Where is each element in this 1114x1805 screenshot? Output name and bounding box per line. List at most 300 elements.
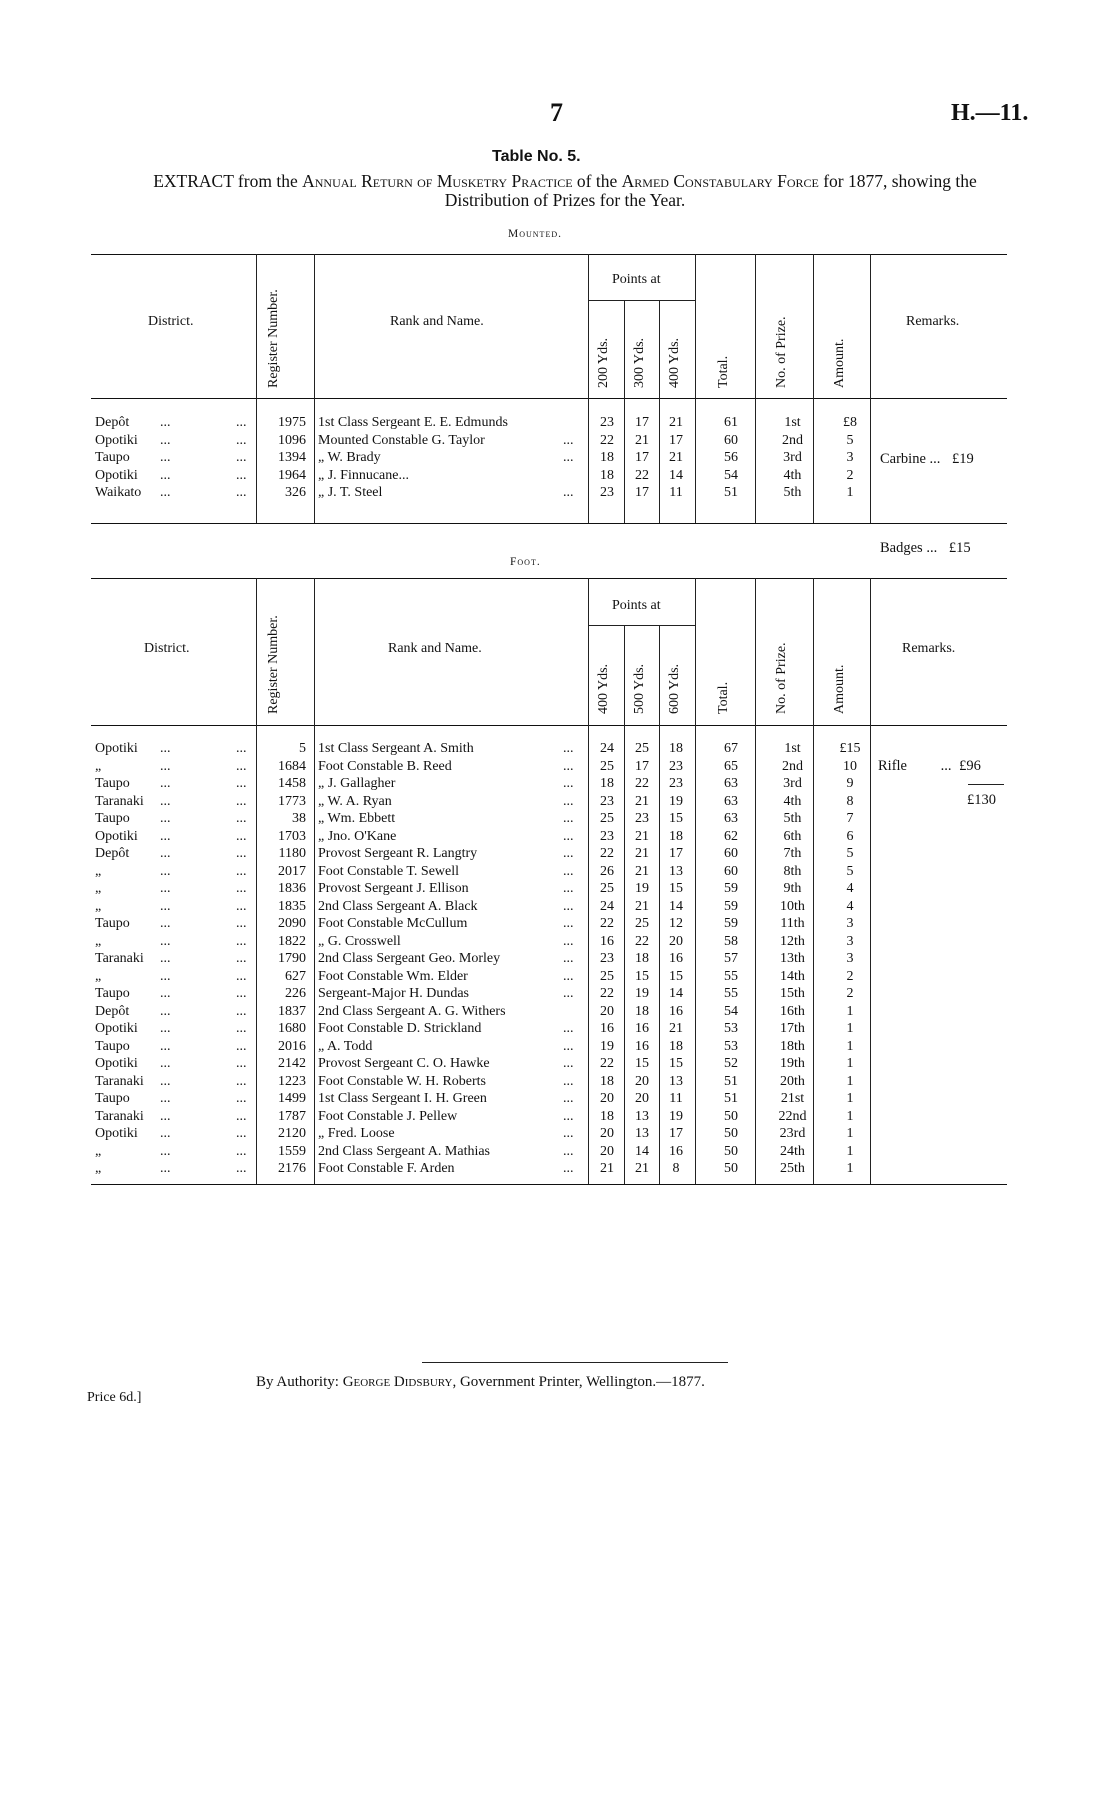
points-range-1-cell: 20 <box>600 1143 614 1159</box>
name-leader-dots: ... <box>563 1108 574 1124</box>
district-cell: Taranaki <box>95 1073 144 1089</box>
name-leader-dots: ... <box>563 968 574 984</box>
points-range-2-cell: 18 <box>635 951 649 966</box>
prize-number-cell: 3rd <box>783 776 802 791</box>
col-divider <box>314 254 315 523</box>
rank-name-cell: Foot Constable McCullum <box>318 916 468 931</box>
points-range-2-cell: 20 <box>635 1073 649 1089</box>
points-range-3-cell: 15 <box>669 881 683 896</box>
district-cell: Taranaki <box>95 1108 144 1124</box>
points-range-2-cell: 17 <box>635 450 649 465</box>
rank-name-cell: Provost Sergeant R. Langtry <box>318 846 478 861</box>
sum-rule <box>968 784 1004 785</box>
register-number-cell: 1835 <box>278 898 306 914</box>
register-number-cell: 1096 <box>278 432 306 448</box>
district-leader-dots: ... <box>236 1073 247 1089</box>
district-dots: ... <box>160 986 171 1001</box>
rifle-label: Rifle <box>878 758 907 774</box>
points-at-header: Points at <box>612 272 661 287</box>
points-range-1-cell: 18 <box>600 776 614 791</box>
points-range-3-cell: 16 <box>669 1003 683 1019</box>
district-dots: ... <box>160 1108 171 1124</box>
name-leader-dots: ... <box>563 485 574 500</box>
col-divider <box>755 578 756 1184</box>
district-leader-dots: ... <box>236 846 247 861</box>
district-cell: Taranaki <box>95 951 144 966</box>
district-dots: ... <box>160 741 171 756</box>
points-range-2-cell: 21 <box>635 846 649 861</box>
district-cell: Taupo <box>95 1091 130 1106</box>
points-range-1-cell: 25 <box>600 758 614 774</box>
district-cell: Depôt <box>95 415 130 430</box>
points-range-3-cell: 18 <box>669 741 683 756</box>
district-dots: ... <box>160 1091 171 1106</box>
rank-name-cell: Foot Constable D. Strickland <box>318 1021 482 1036</box>
district-cell: Depôt <box>95 846 130 861</box>
prize-number-cell: 17th <box>780 1021 805 1036</box>
name-leader-dots: ... <box>563 1038 574 1054</box>
rank-name-cell: „ A. Todd <box>318 1038 373 1054</box>
col-divider <box>624 300 625 523</box>
total-cell: 61 <box>724 415 738 430</box>
prize-number-cell: 13th <box>780 951 805 966</box>
register-number-cell: 2016 <box>278 1038 306 1054</box>
rank-name-cell: 1st Class Sergeant E. E. Edmunds <box>318 415 508 430</box>
points-at-header: Points at <box>612 598 661 613</box>
points-range-2-cell: 15 <box>635 1056 649 1071</box>
total-cell: 67 <box>724 741 738 756</box>
district-dots: ... <box>160 793 171 809</box>
total-cell: 52 <box>724 1056 738 1071</box>
mounted-section-title: Mounted. <box>508 228 562 240</box>
points-range-2-cell: 21 <box>635 898 649 914</box>
register-number-cell: 1559 <box>278 1143 306 1159</box>
name-leader-dots: ... <box>563 1161 574 1176</box>
total-cell: 51 <box>724 485 738 500</box>
amount-cell: 3 <box>846 916 854 931</box>
rank-name-cell: Mounted Constable G. Taylor <box>318 432 485 448</box>
title-force: Armed Constabulary Force <box>621 171 819 191</box>
amount-cell: 1 <box>846 1003 854 1019</box>
points-range-3-cell: 19 <box>669 793 683 809</box>
district-leader-dots: ... <box>236 951 247 966</box>
total-cell: 57 <box>724 951 738 966</box>
rank-name-cell: Foot Constable J. Pellew <box>318 1108 458 1124</box>
name-leader-dots: ... <box>563 811 574 826</box>
range-2-header: 500 Yds. <box>632 663 647 714</box>
district-dots: ... <box>160 776 171 791</box>
rank-name-header: Rank and Name. <box>390 314 484 329</box>
total-cell: 53 <box>724 1021 738 1036</box>
district-leader-dots: ... <box>236 968 247 984</box>
amount-cell: 6 <box>846 828 854 844</box>
points-range-2-cell: 21 <box>635 432 649 448</box>
district-dots: ... <box>160 951 171 966</box>
points-range-3-cell: 11 <box>669 1091 683 1106</box>
district-leader-dots: ... <box>236 758 247 774</box>
prize-number-header: No. of Prize. <box>774 642 789 714</box>
rank-name-cell: 2nd Class Sergeant A. Mathias <box>318 1143 491 1159</box>
district-dots: ... <box>160 415 171 430</box>
register-number-cell: 326 <box>285 485 306 500</box>
rank-name-cell: 2nd Class Sergeant A. Black <box>318 898 478 914</box>
district-cell: „ <box>95 1143 102 1159</box>
remarks-header: Remarks. <box>902 641 956 656</box>
district-cell: „ <box>95 758 102 774</box>
district-dots: ... <box>160 432 171 448</box>
points-range-2-cell: 22 <box>635 467 649 483</box>
prize-number-cell: 2nd <box>782 432 803 448</box>
amount-cell: 1 <box>846 1143 854 1159</box>
points-range-3-cell: 18 <box>669 828 683 844</box>
name-leader-dots: ... <box>563 1143 574 1159</box>
amount-cell: 4 <box>846 898 854 914</box>
range-3-header: 400 Yds. <box>667 337 682 388</box>
register-number-cell: 1458 <box>278 776 306 791</box>
amount-cell: 10 <box>843 758 857 774</box>
register-number-cell: 1684 <box>278 758 306 774</box>
points-range-1-cell: 16 <box>600 933 614 949</box>
total-cell: 50 <box>724 1161 738 1176</box>
district-dots: ... <box>160 898 171 914</box>
points-range-2-cell: 19 <box>635 986 649 1001</box>
district-cell: „ <box>95 968 102 984</box>
district-leader-dots: ... <box>236 898 247 914</box>
amount-cell: 1 <box>846 1161 854 1176</box>
district-dots: ... <box>160 863 171 879</box>
footer-rule <box>422 1362 728 1363</box>
points-range-3-cell: 14 <box>669 898 683 914</box>
district-leader-dots: ... <box>236 1161 247 1176</box>
points-range-3-cell: 18 <box>669 1038 683 1054</box>
points-range-1-cell: 23 <box>600 793 614 809</box>
district-dots: ... <box>160 1056 171 1071</box>
prize-number-cell: 4th <box>783 467 802 483</box>
prize-number-cell: 10th <box>780 898 805 914</box>
register-number-cell: 1180 <box>278 846 306 861</box>
district-cell: Taupo <box>95 916 130 931</box>
register-number-cell: 1773 <box>278 793 306 809</box>
points-range-3-cell: 11 <box>669 485 683 500</box>
district-dots: ... <box>160 811 171 826</box>
carbine-total: £19 <box>952 451 974 467</box>
total-cell: 53 <box>724 1038 738 1054</box>
rank-name-cell: „ W. Brady <box>318 450 381 465</box>
points-range-1-cell: 20 <box>600 1126 614 1141</box>
district-cell: Waikato <box>95 485 142 500</box>
col-divider <box>588 254 589 523</box>
name-leader-dots: ... <box>563 1126 574 1141</box>
name-leader-dots: ... <box>563 1091 574 1106</box>
district-cell: Taupo <box>95 986 130 1001</box>
points-range-2-cell: 16 <box>635 1038 649 1054</box>
prize-number-cell: 7th <box>783 846 802 861</box>
points-range-3-cell: 13 <box>669 863 683 879</box>
points-range-2-cell: 17 <box>635 415 649 430</box>
col-divider <box>695 578 696 1184</box>
remarks-header: Remarks. <box>906 314 960 329</box>
rank-name-cell: 2nd Class Sergeant A. G. Withers <box>318 1003 506 1019</box>
title-report: Annual Return of Musketry Practice <box>302 171 573 191</box>
register-number-cell: 1394 <box>278 450 306 465</box>
amount-cell: 1 <box>846 1038 854 1054</box>
total-cell: 65 <box>724 758 738 774</box>
total-cell: 58 <box>724 933 738 949</box>
points-range-1-cell: 26 <box>600 863 614 879</box>
total-cell: 63 <box>724 793 738 809</box>
carbine-label: Carbine <box>880 451 926 467</box>
points-range-1-cell: 18 <box>600 450 614 465</box>
authority-line <box>256 1374 705 1391</box>
points-range-3-cell: 8 <box>672 1161 680 1176</box>
name-leader-dots: ... <box>563 741 574 756</box>
register-number-cell: 1836 <box>278 881 306 896</box>
prize-number-cell: 4th <box>783 793 802 809</box>
prize-number-cell: 6th <box>783 828 802 844</box>
points-range-1-cell: 24 <box>600 741 614 756</box>
register-number-cell: 1787 <box>278 1108 306 1124</box>
district-cell: Opotiki <box>95 432 138 448</box>
points-range-3-cell: 21 <box>669 450 683 465</box>
register-number-cell: 1837 <box>278 1003 306 1019</box>
col-divider <box>314 578 315 1184</box>
rank-name-cell: Foot Constable Wm. Elder <box>318 968 468 984</box>
district-leader-dots: ... <box>236 1021 247 1036</box>
district-cell: „ <box>95 1161 102 1176</box>
points-range-2-cell: 23 <box>635 811 649 826</box>
district-cell: Taupo <box>95 811 130 826</box>
total-cell: 51 <box>724 1091 738 1106</box>
name-leader-dots: ... <box>563 776 574 791</box>
points-range-2-cell: 18 <box>635 1003 649 1019</box>
register-number-cell: 226 <box>285 986 306 1001</box>
points-range-3-cell: 23 <box>669 758 683 774</box>
points-range-3-cell: 15 <box>669 1056 683 1071</box>
total-cell: 55 <box>724 986 738 1001</box>
district-leader-dots: ... <box>236 1003 247 1019</box>
amount-cell: 3 <box>846 933 854 949</box>
foot-section-title: Foot. <box>510 556 541 568</box>
district-cell: Opotiki <box>95 467 138 483</box>
col-divider <box>256 254 257 523</box>
rank-name-cell: Foot Constable B. Reed <box>318 758 452 774</box>
register-number-cell: 2176 <box>278 1161 306 1176</box>
district-leader-dots: ... <box>236 811 247 826</box>
page-title <box>120 172 1010 210</box>
amount-cell: 1 <box>846 1091 854 1106</box>
amount-cell: 5 <box>846 863 854 879</box>
amount-cell: 1 <box>846 1021 854 1036</box>
prize-number-cell: 12th <box>780 933 805 949</box>
prize-number-cell: 15th <box>780 986 805 1001</box>
district-leader-dots: ... <box>236 1143 247 1159</box>
register-number-cell: 1703 <box>278 828 306 844</box>
prize-number-cell: 5th <box>783 811 802 826</box>
points-range-2-cell: 13 <box>635 1126 649 1141</box>
points-range-1-cell: 20 <box>600 1003 614 1019</box>
district-dots: ... <box>160 485 171 500</box>
total-cell: 55 <box>724 968 738 984</box>
points-range-3-cell: 16 <box>669 951 683 966</box>
district-cell: „ <box>95 898 102 914</box>
name-leader-dots: ... <box>563 951 574 966</box>
points-range-1-cell: 23 <box>600 485 614 500</box>
total-cell: 50 <box>724 1143 738 1159</box>
points-range-1-cell: 16 <box>600 1021 614 1036</box>
district-dots: ... <box>160 450 171 465</box>
district-dots: ... <box>160 1073 171 1089</box>
prize-number-cell: 25th <box>780 1161 805 1176</box>
district-cell: Taupo <box>95 1038 130 1054</box>
points-range-3-cell: 20 <box>669 933 683 949</box>
rank-name-cell: Foot Constable F. Arden <box>318 1161 455 1176</box>
points-range-2-cell: 19 <box>635 881 649 896</box>
amount-cell: 1 <box>846 1056 854 1071</box>
district-leader-dots: ... <box>236 1056 247 1071</box>
range-1-header: 400 Yds. <box>596 663 611 714</box>
register-number-cell: 1964 <box>278 467 306 483</box>
total-cell: 59 <box>724 881 738 896</box>
district-leader-dots: ... <box>236 793 247 809</box>
points-range-1-cell: 23 <box>600 828 614 844</box>
points-range-3-cell: 23 <box>669 776 683 791</box>
district-dots: ... <box>160 1161 171 1176</box>
rank-name-cell: „ J. Gallagher <box>318 776 396 791</box>
name-leader-dots: ... <box>563 450 574 465</box>
district-cell: Opotiki <box>95 1021 138 1036</box>
district-cell: Depôt <box>95 1003 130 1019</box>
name-leader-dots: ... <box>563 793 574 809</box>
district-leader-dots: ... <box>236 467 247 483</box>
points-range-2-cell: 21 <box>635 1161 649 1176</box>
total-header: Total. <box>716 681 731 714</box>
grand-total: £130 <box>967 792 996 808</box>
amount-cell: 3 <box>846 951 854 966</box>
points-range-3-cell: 17 <box>669 846 683 861</box>
district-leader-dots: ... <box>236 432 247 448</box>
district-cell: Taupo <box>95 776 130 791</box>
rank-name-cell: Sergeant-Major H. Dundas <box>318 986 469 1001</box>
col-divider <box>870 254 871 523</box>
rank-name-cell: „ J. Finnucane... <box>318 467 409 483</box>
name-leader-dots: ... <box>563 1021 574 1036</box>
col-divider <box>870 578 871 1184</box>
prize-number-cell: 1st <box>784 741 801 756</box>
col-divider <box>256 578 257 1184</box>
total-cell: 56 <box>724 450 738 465</box>
points-range-2-cell: 17 <box>635 485 649 500</box>
points-at-rule <box>588 625 695 626</box>
district-leader-dots: ... <box>236 776 247 791</box>
points-range-1-cell: 22 <box>600 986 614 1001</box>
name-leader-dots: ... <box>563 1073 574 1089</box>
page-number: 7 <box>550 98 563 127</box>
district-header: District. <box>144 641 190 656</box>
amount-cell: 1 <box>846 485 854 500</box>
amount-cell: 1 <box>846 1073 854 1089</box>
prize-number-cell: 16th <box>780 1003 805 1019</box>
district-leader-dots: ... <box>236 450 247 465</box>
title-mid: of the <box>576 171 618 191</box>
badges-remark <box>880 540 971 557</box>
total-cell: 60 <box>724 846 738 861</box>
register-number-cell: 2120 <box>278 1126 306 1141</box>
points-range-3-cell: 13 <box>669 1073 683 1089</box>
points-range-2-cell: 15 <box>635 968 649 984</box>
rank-name-cell: Provost Sergeant J. Ellison <box>318 881 469 896</box>
rank-name-cell: Provost Sergeant C. O. Hawke <box>318 1056 490 1071</box>
points-range-3-cell: 21 <box>669 415 683 430</box>
range-1-header: 200 Yds. <box>596 337 611 388</box>
points-range-2-cell: 17 <box>635 758 649 774</box>
points-range-3-cell: 21 <box>669 1021 683 1036</box>
district-dots: ... <box>160 846 171 861</box>
range-2-header: 300 Yds. <box>632 337 647 388</box>
district-dots: ... <box>160 968 171 984</box>
prize-number-cell: 8th <box>783 863 802 879</box>
district-dots: ... <box>160 916 171 931</box>
points-range-2-cell: 20 <box>635 1091 649 1106</box>
district-leader-dots: ... <box>236 828 247 844</box>
col-divider <box>695 254 696 523</box>
district-leader-dots: ... <box>236 485 247 500</box>
district-leader-dots: ... <box>236 916 247 931</box>
rank-name-cell: „ Jno. O'Kane <box>318 828 397 844</box>
points-range-2-cell: 22 <box>635 776 649 791</box>
col-divider <box>659 625 660 1184</box>
district-leader-dots: ... <box>236 986 247 1001</box>
total-cell: 59 <box>724 898 738 914</box>
col-divider <box>659 300 660 523</box>
rank-name-cell: 1st Class Sergeant I. H. Green <box>318 1091 487 1106</box>
district-leader-dots: ... <box>236 933 247 949</box>
points-range-2-cell: 14 <box>635 1143 649 1159</box>
amount-cell: 1 <box>846 1126 854 1141</box>
badges-amount: £15 <box>948 540 971 556</box>
points-range-2-cell: 21 <box>635 793 649 809</box>
prize-number-cell: 20th <box>780 1073 805 1089</box>
district-dots: ... <box>160 758 171 774</box>
prize-number-cell: 3rd <box>783 450 802 465</box>
register-number-cell: 2017 <box>278 863 306 879</box>
badges-label: Badges <box>880 540 923 556</box>
prize-number-cell: 9th <box>783 881 802 896</box>
rifle-total: £96 <box>959 758 981 774</box>
badges-dots: ... <box>926 540 938 556</box>
points-range-1-cell: 25 <box>600 968 614 984</box>
points-range-2-cell: 25 <box>635 916 649 931</box>
points-range-3-cell: 16 <box>669 1143 683 1159</box>
name-leader-dots: ... <box>563 863 574 879</box>
points-range-1-cell: 22 <box>600 1056 614 1071</box>
rank-name-cell: „ G. Crosswell <box>318 933 401 949</box>
title-rest: for 1877, showing the Distribution of Prizes for the Year. <box>444 171 977 210</box>
name-leader-dots: ... <box>563 986 574 1001</box>
total-cell: 59 <box>724 916 738 931</box>
district-leader-dots: ... <box>236 863 247 879</box>
points-range-1-cell: 23 <box>600 951 614 966</box>
points-at-rule <box>588 300 695 301</box>
register-number-cell: 2090 <box>278 916 306 931</box>
points-range-1-cell: 23 <box>600 415 614 430</box>
rank-name-cell: 1st Class Sergeant A. Smith <box>318 741 474 756</box>
amount-cell: 2 <box>846 968 854 984</box>
district-dots: ... <box>160 881 171 896</box>
points-range-3-cell: 12 <box>669 916 683 931</box>
district-cell: Opotiki <box>95 741 138 756</box>
points-range-2-cell: 13 <box>635 1108 649 1124</box>
points-range-1-cell: 21 <box>600 1161 614 1176</box>
